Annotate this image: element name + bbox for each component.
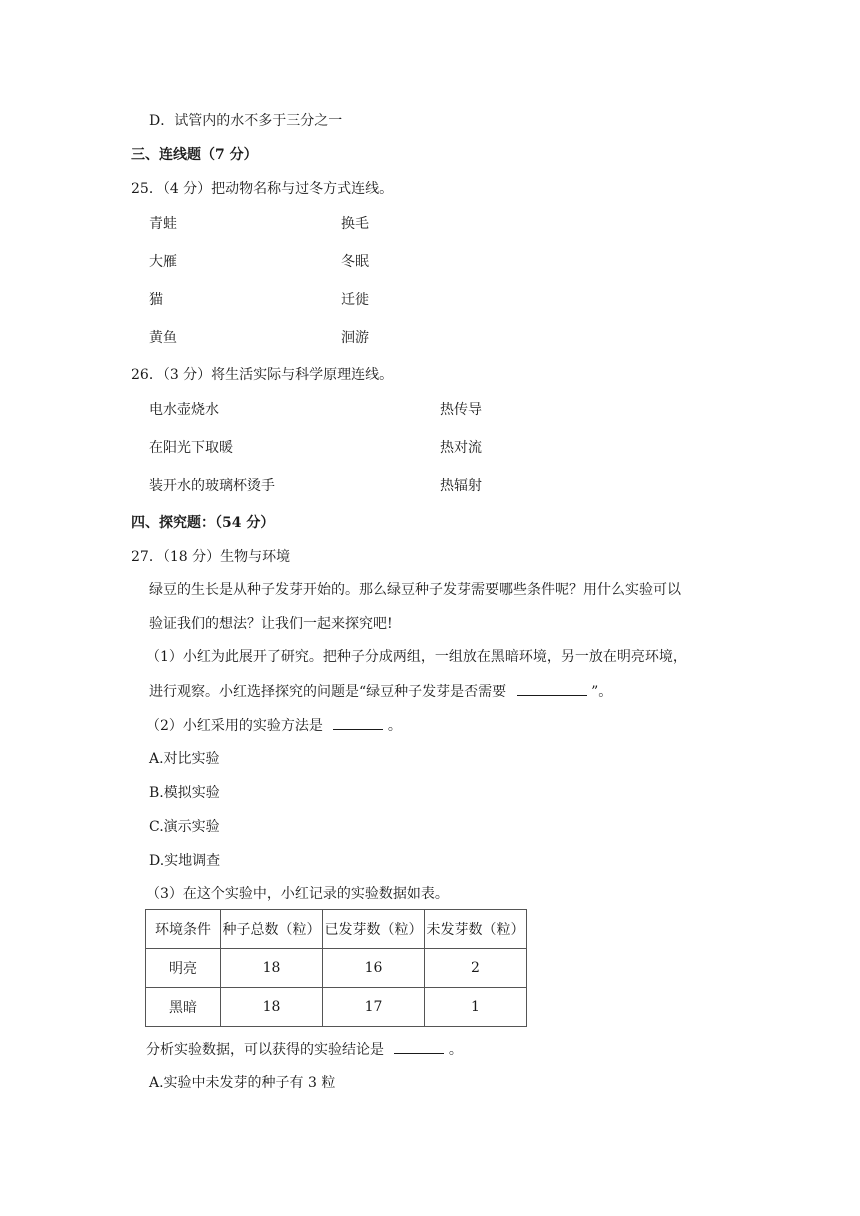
q25-right-item: 冬眠 — [341, 254, 369, 270]
answer-blank[interactable] — [333, 715, 383, 730]
table-cell: 16 — [323, 949, 425, 988]
q27-stem: 27．（18 分）生物与环境 — [131, 549, 291, 565]
q27-part2 — [146, 715, 402, 736]
table-header-row — [146, 910, 527, 949]
q27-intro-line2: 验证我们的想法？让我们一起来探究吧! — [149, 616, 393, 632]
table-header-cell: 环境条件 — [146, 910, 221, 949]
section4-title: 四、探究题：（54 分） — [131, 515, 275, 531]
table-header-cell: 未发芽数（粒） — [425, 910, 527, 949]
table-header-cell: 种子总数（粒） — [221, 910, 323, 949]
q26-right-item: 热传导 — [440, 402, 482, 418]
answer-blank[interactable] — [517, 681, 587, 696]
table-row — [146, 949, 527, 988]
table-cell: 1 — [425, 988, 527, 1027]
answer-blank[interactable] — [394, 1039, 444, 1054]
table-header-cell: 已发芽数（粒） — [323, 910, 425, 949]
q26-left-item: 在阳光下取暖 — [149, 440, 233, 456]
q27-part1-text: 进行观察。小红选择探究的问题是“绿豆种子发芽是否需要 — [149, 684, 507, 700]
q27-part3-conclusion — [146, 1039, 463, 1060]
q25-right-item: 迁徙 — [341, 292, 369, 308]
table-cell: 18 — [221, 949, 323, 988]
q27-part1-line2 — [149, 681, 612, 702]
q26-stem: 26．（3 分）将生活实际与科学原理连线。 — [131, 367, 394, 383]
table-row — [146, 988, 527, 1027]
q25-left-item: 青蛙 — [149, 216, 177, 232]
q25-left-item: 大雁 — [149, 254, 177, 270]
q27-option: D.实地调查 — [149, 853, 221, 869]
q27-part1-line1: （1）小红为此展开了研究。把种子分成两组，一组放在黑暗环境，另一放在明亮环境， — [146, 649, 687, 665]
q26-right-item: 热辐射 — [440, 478, 482, 494]
q26-right-item: 热对流 — [440, 440, 482, 456]
q25-right-item: 换毛 — [341, 216, 369, 232]
q25-stem: 25．（4 分）把动物名称与过冬方式连线。 — [131, 181, 394, 197]
q25-left-item: 黄鱼 — [149, 330, 177, 346]
q27-conclusion-text: 分析实验数据，可以获得的实验结论是 — [146, 1042, 384, 1058]
section3-title: 三、连线题（7 分） — [131, 147, 258, 163]
table-cell: 17 — [323, 988, 425, 1027]
q27-option: B.模拟实验 — [149, 785, 220, 801]
q24-option-d: D．试管内的水不多于三分之一 — [149, 113, 343, 129]
table-cell: 黑暗 — [146, 988, 221, 1027]
q27-part3-intro: （3）在这个实验中，小红记录的实验数据如表。 — [146, 886, 449, 902]
q25-right-item: 洄游 — [341, 330, 369, 346]
q27-part2-text: （2）小红采用的实验方法是 — [146, 718, 323, 734]
table-cell: 18 — [221, 988, 323, 1027]
table-cell: 明亮 — [146, 949, 221, 988]
q26-left-item: 装开水的玻璃杯烫手 — [149, 478, 275, 494]
q27-part1-close: ”。 — [591, 684, 613, 700]
q26-left-item: 电水壶烧水 — [149, 402, 219, 418]
q27-option: C.演示实验 — [149, 819, 220, 835]
table-cell: 2 — [425, 949, 527, 988]
q27-part3-option-a: A.实验中未发芽的种子有 3 粒 — [149, 1075, 336, 1091]
q27-intro-line1: 绿豆的生长是从种子发芽开始的。那么绿豆种子发芽需要哪些条件呢？用什么实验可以 — [149, 582, 681, 598]
data-table — [145, 909, 527, 1027]
q27-conclusion-close: 。 — [448, 1042, 463, 1058]
q27-part2-close: 。 — [387, 718, 402, 734]
q27-option: A.对比实验 — [149, 751, 220, 767]
q25-left-item: 猫 — [149, 292, 163, 308]
